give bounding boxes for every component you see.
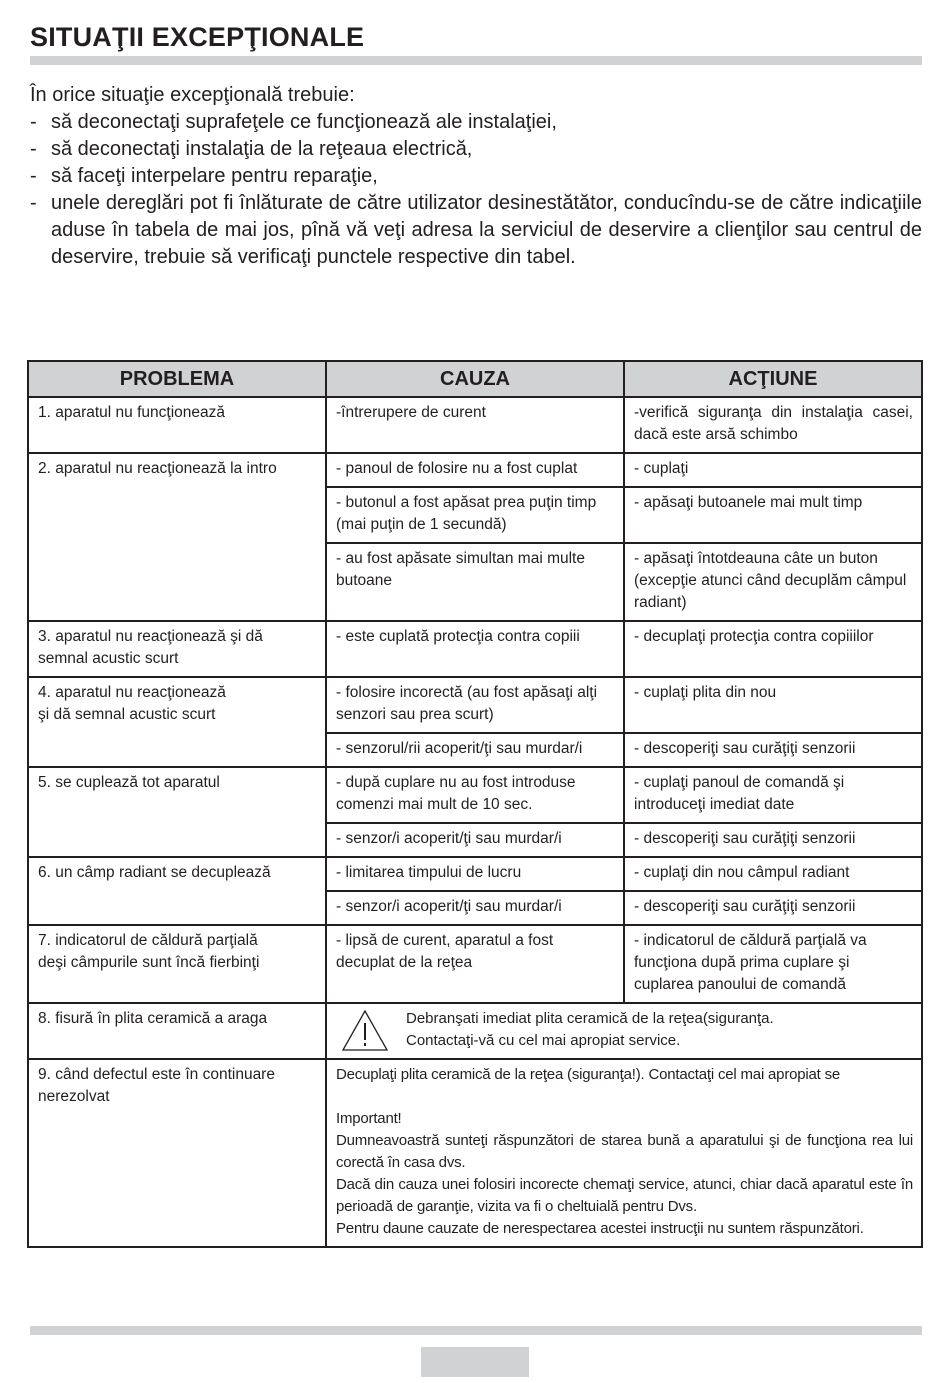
warning-line: Contactaţi-vă cu cel mai apropiat service.: [406, 1032, 681, 1049]
action-cell: - cuplaţi panoul de comandă şi introduceţi imediat date: [624, 767, 922, 823]
table-row: [28, 397, 922, 453]
cause-cell: - senzorul/rii acoperit/ţi sau murdar/i: [326, 733, 624, 767]
header-action: ACŢIUNE: [624, 361, 922, 397]
cause-cell: - este cuplată protecţia contra copiii: [326, 621, 624, 677]
list-dash: -: [30, 138, 37, 160]
intro-list-item: [30, 190, 922, 271]
cause-cell: - senzor/i acoperit/ţi sau murdar/i: [326, 891, 624, 925]
warning-line: Debranşati imediat plita ceramică de la reţea(siguranţa.: [406, 1010, 774, 1027]
intro-list-item: [30, 109, 922, 136]
cause-cell: - lipsă de curent, aparatul a fost decuplat de la reţea: [326, 925, 624, 1003]
intro-item-text: unele dereglări pot fi înlăturate de către utilizator desinestătător, conducîndu-se de către indicaţiile aduse în tabela de mai jos, pînă vă veţi adresa la serviciul de deservire a clienţilor sau centrul de deservire, trebuie să verificaţi punctele respective din tabel.: [51, 192, 922, 268]
cause-cell: - folosire incorectă (au fost apăsaţi alţi senzori sau prea scurt): [326, 677, 624, 733]
important-paragraph: Pentru daune cauzate de nerespectarea acestei instrucţii nu suntem răspunzători.: [336, 1220, 864, 1237]
intro-item-text: să deconectaţi suprafeţele ce funcţionează ale instalaţiei,: [51, 111, 557, 133]
table-row-warning: [28, 1003, 922, 1059]
intro-item-text: să deconectaţi instalaţia de la reţeaua electrică,: [51, 138, 473, 160]
action-cell: - apăsaţi întotdeauna câte un buton (excepţie atunci când decuplăm câmpul radiant): [624, 543, 922, 621]
problem-cell: 5. se cuplează tot aparatul: [28, 767, 326, 857]
intro-list-item: [30, 136, 922, 163]
table-row: [28, 453, 922, 487]
warning-cell: [326, 1003, 922, 1059]
problem-cell: 8. fisură în plita ceramică a araga: [28, 1003, 326, 1059]
action-cell: -verifică siguranţa din instalaţia casei, dacă este arsă schimbo: [624, 397, 922, 453]
table-row: [28, 767, 922, 823]
list-dash: -: [30, 111, 37, 133]
final-notes-cell: [326, 1059, 922, 1247]
table-row: [28, 925, 922, 1003]
cause-cell: - limitarea timpului de lucru: [326, 857, 624, 891]
intro-item-text: să faceţi interpelare pentru reparaţie,: [51, 165, 378, 187]
problem-cell: 1. aparatul nu funcţionează: [28, 397, 326, 453]
header-problem: PROBLEMA: [28, 361, 326, 397]
spacer: [336, 1086, 913, 1108]
action-cell: - cuplaţi din nou câmpul radiant: [624, 857, 922, 891]
problem-cell: 4. aparatul nu reacţionează şi dă semnal acustic scurt: [28, 677, 326, 767]
list-dash: -: [30, 192, 37, 214]
action-cell: - descoperiţi sau curăţiţi senzorii: [624, 733, 922, 767]
cause-cell: - butonul a fost apăsat prea puţin timp (mai puţin de 1 secundă): [326, 487, 624, 543]
page-number-box: [421, 1347, 529, 1377]
important-paragraph: Dacă din cauza unei folosiri incorecte chemaţi service, atunci, chiar dacă aparatul este în perioadă de garanţie, vizita va fi o cheltuială pentru Dvs.: [336, 1176, 913, 1215]
warning-text: [406, 1008, 774, 1052]
page-title: SITUAŢII EXCEPŢIONALE: [30, 22, 365, 52]
cause-cell: -întrerupere de curent: [326, 397, 624, 453]
cause-cell: - panoul de folosire nu a fost cuplat: [326, 453, 624, 487]
problem-cell: 7. indicatorul de căldură parţială deşi câmpurile sunt încă fierbinţi: [28, 925, 326, 1003]
table-row: [28, 621, 922, 677]
cause-cell: - după cuplare nu au fost introduse comenzi mai mult de 10 sec.: [326, 767, 624, 823]
action-cell: - cuplaţi: [624, 453, 922, 487]
table-row: [28, 857, 922, 891]
intro-list: [30, 109, 922, 271]
cause-cell: - au fost apăsate simultan mai multe butoane: [326, 543, 624, 621]
header-cause: CAUZA: [326, 361, 624, 397]
warning-triangle-icon: [340, 1008, 390, 1053]
table-row-final: [28, 1059, 922, 1247]
title-divider: [30, 56, 922, 65]
action-cell: - cuplaţi plita din nou: [624, 677, 922, 733]
footer-divider: [30, 1326, 922, 1335]
intro-section: [30, 82, 922, 271]
action-cell: - apăsaţi butoanele mai mult timp: [624, 487, 922, 543]
problem-cell: 2. aparatul nu reacţionează la intro: [28, 453, 326, 621]
cause-cell: - senzor/i acoperit/ţi sau murdar/i: [326, 823, 624, 857]
problem-cell: 9. când defectul este în continuare nerezolvat: [28, 1059, 326, 1247]
problem-cell: 3. aparatul nu reacţionează şi dă semnal acustic scurt: [28, 621, 326, 677]
action-cell: - descoperiţi sau curăţiţi senzorii: [624, 823, 922, 857]
troubleshooting-table: [27, 360, 923, 1248]
table-row: [28, 677, 922, 733]
important-paragraph: Dumneavoastră sunteţi răspunzători de starea bună a aparatului şi de funcţiona rea lui corectă în casa dvs.: [336, 1132, 913, 1171]
intro-lead: În orice situaţie excepţională trebuie:: [30, 84, 355, 106]
problem-cell: 6. un câmp radiant se decuplează: [28, 857, 326, 925]
important-heading: Important!: [336, 1110, 402, 1127]
action-cell: - indicatorul de căldură parţială va funcţiona după prima cuplare şi cuplarea panoului de comandă: [624, 925, 922, 1003]
table-header-row: [28, 361, 922, 397]
action-cell: - decuplaţi protecţia contra copiiilor: [624, 621, 922, 677]
list-dash: -: [30, 165, 37, 187]
final-first-line: Decuplaţi plita ceramică de la reţea (siguranţa!). Contactaţi cel mai apropiat se: [336, 1066, 841, 1083]
intro-list-item: [30, 163, 922, 190]
action-cell: - descoperiţi sau curăţiţi senzorii: [624, 891, 922, 925]
